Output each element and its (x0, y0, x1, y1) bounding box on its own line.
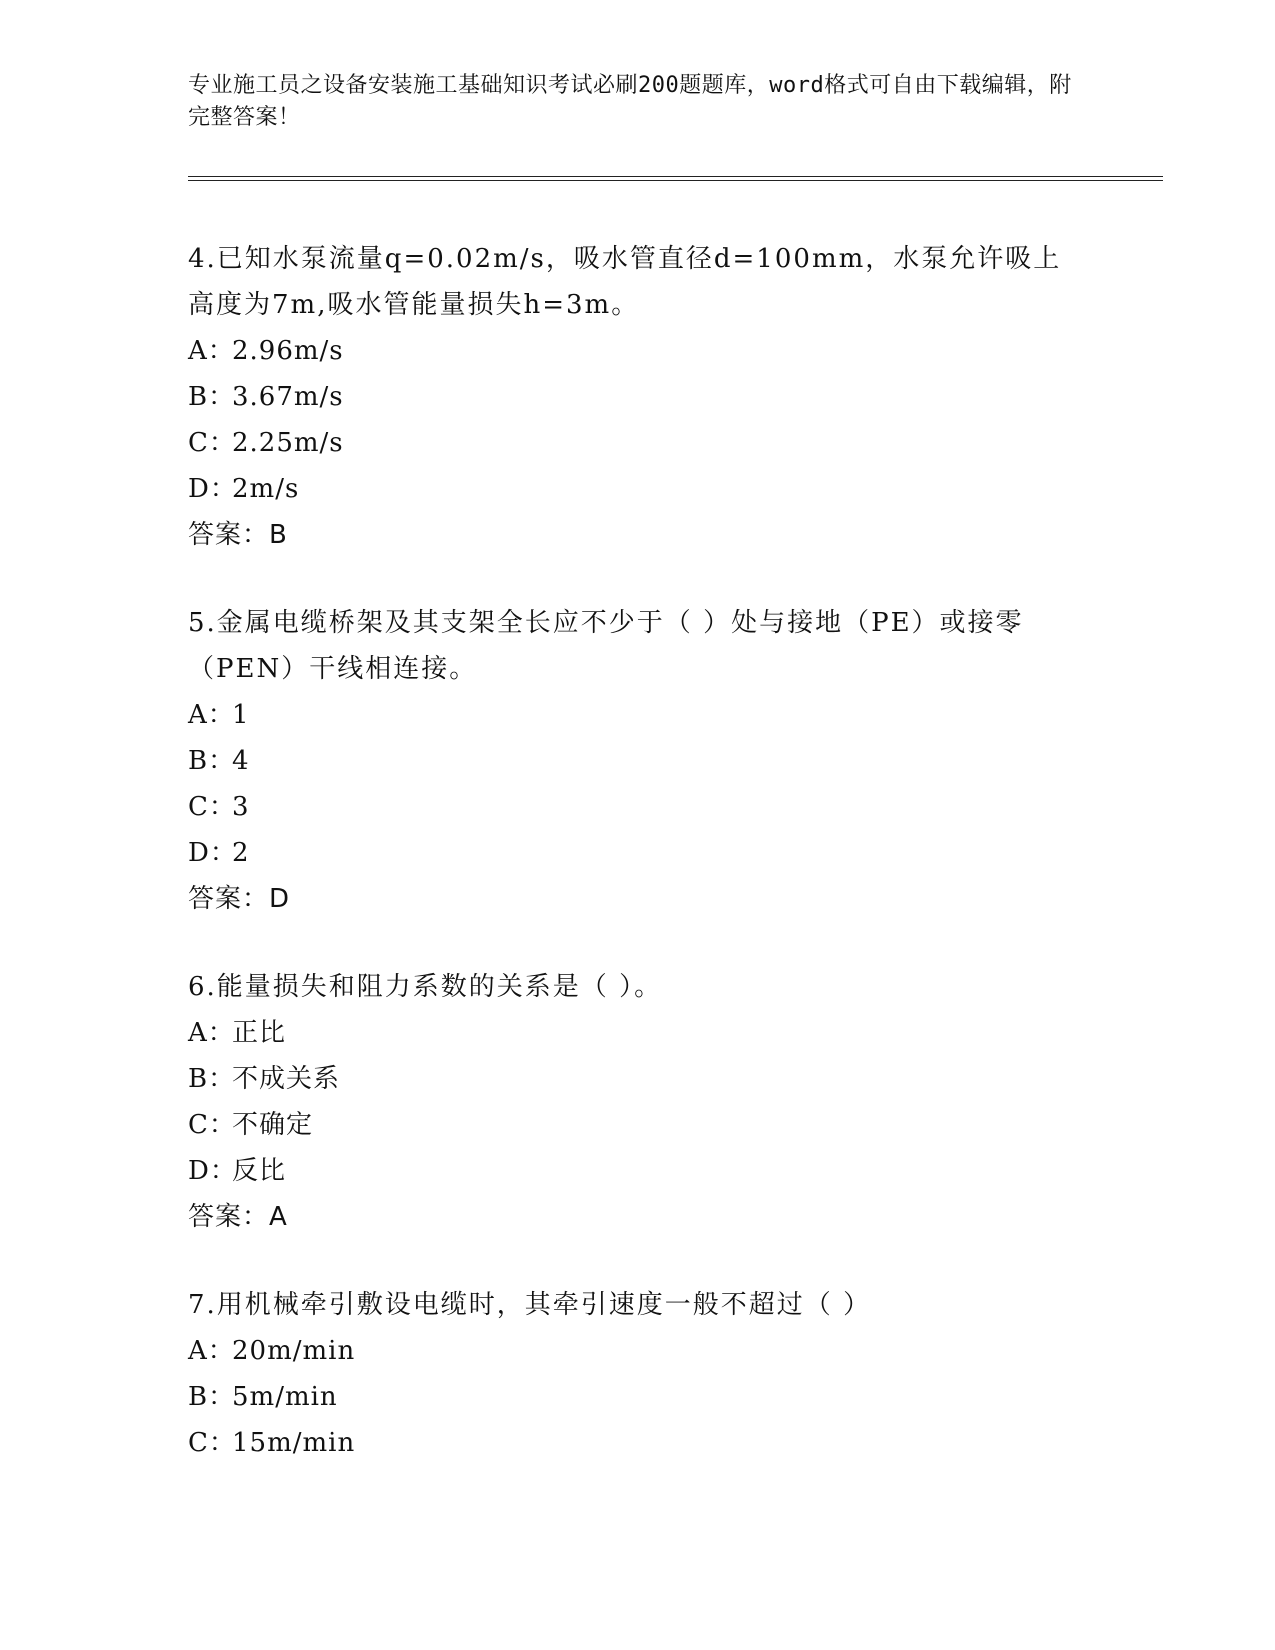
option-a (188, 1328, 1088, 1374)
option-letter: A： (188, 1336, 235, 1366)
option-letter: C： (188, 428, 236, 458)
option-b (188, 1056, 1088, 1102)
option-letter: A： (188, 1018, 235, 1048)
option-letter: B： (188, 746, 236, 776)
option-letter: D： (188, 838, 237, 868)
option-text: 2m/s (232, 474, 300, 504)
option-letter: B： (188, 1382, 236, 1412)
option-text: 正比 (232, 1018, 287, 1048)
document-header: 专业施工员之设备安装施工基础知识考试必刷200题题库，word格式可自由下载编辑，附完整答案！ (188, 73, 1072, 130)
option-b (188, 738, 1088, 784)
option-letter: B： (188, 382, 236, 412)
option-letter: A： (188, 700, 235, 730)
option-text: 20m/min (232, 1336, 356, 1366)
option-letter: C： (188, 792, 236, 822)
option-b (188, 374, 1088, 420)
option-text: 2 (232, 838, 250, 868)
option-text: 不成关系 (232, 1064, 341, 1094)
question-text: 5.金属电缆桥架及其支架全长应不少于（ ）处与接地（PE）或接零（PEN）干线相连接。 (188, 608, 1024, 684)
option-text: 不确定 (232, 1110, 314, 1140)
option-letter: A： (188, 336, 235, 366)
option-letter: D： (188, 1156, 237, 1186)
question-text: 4.已知水泵流量q=0.02m/s，吸水管直径d=100mm，水泵允许吸上高度为7m,吸水管能量损失h=3m。 (188, 244, 1062, 320)
option-letter: C： (188, 1428, 236, 1458)
question-item (188, 964, 1088, 1240)
question-text: 7.用机械牵引敷设电缆时，其牵引速度一般不超过（ ） (188, 1290, 872, 1320)
option-text: 1 (232, 700, 250, 730)
answer-line: 答案：A (188, 1202, 288, 1232)
option-a (188, 1010, 1088, 1056)
answer-line: 答案：D (188, 884, 291, 914)
option-c (188, 784, 1088, 830)
option-text: 3 (232, 792, 250, 822)
option-text: 5m/min (232, 1382, 338, 1412)
question-list (188, 236, 1088, 1508)
option-letter: C： (188, 1110, 236, 1140)
option-letter: D： (188, 474, 237, 504)
option-d (188, 1148, 1088, 1194)
question-text: 6.能量损失和阻力系数的关系是（ ）。 (188, 972, 663, 1002)
option-c (188, 420, 1088, 466)
option-b (188, 1374, 1088, 1420)
option-a (188, 692, 1088, 738)
option-c (188, 1102, 1088, 1148)
option-text: 3.67m/s (232, 382, 344, 412)
header-double-rule (188, 176, 1163, 181)
option-text: 2.96m/s (232, 336, 344, 366)
question-item (188, 1282, 1088, 1466)
option-text: 4 (232, 746, 250, 776)
option-d (188, 466, 1088, 512)
option-c (188, 1420, 1088, 1466)
option-letter: B： (188, 1064, 236, 1094)
option-text: 反比 (232, 1156, 287, 1186)
question-item (188, 600, 1088, 922)
option-text: 15m/min (232, 1428, 356, 1458)
option-a (188, 328, 1088, 374)
option-text: 2.25m/s (232, 428, 344, 458)
question-item (188, 236, 1088, 558)
answer-line: 答案：B (188, 520, 288, 550)
option-d (188, 830, 1088, 876)
